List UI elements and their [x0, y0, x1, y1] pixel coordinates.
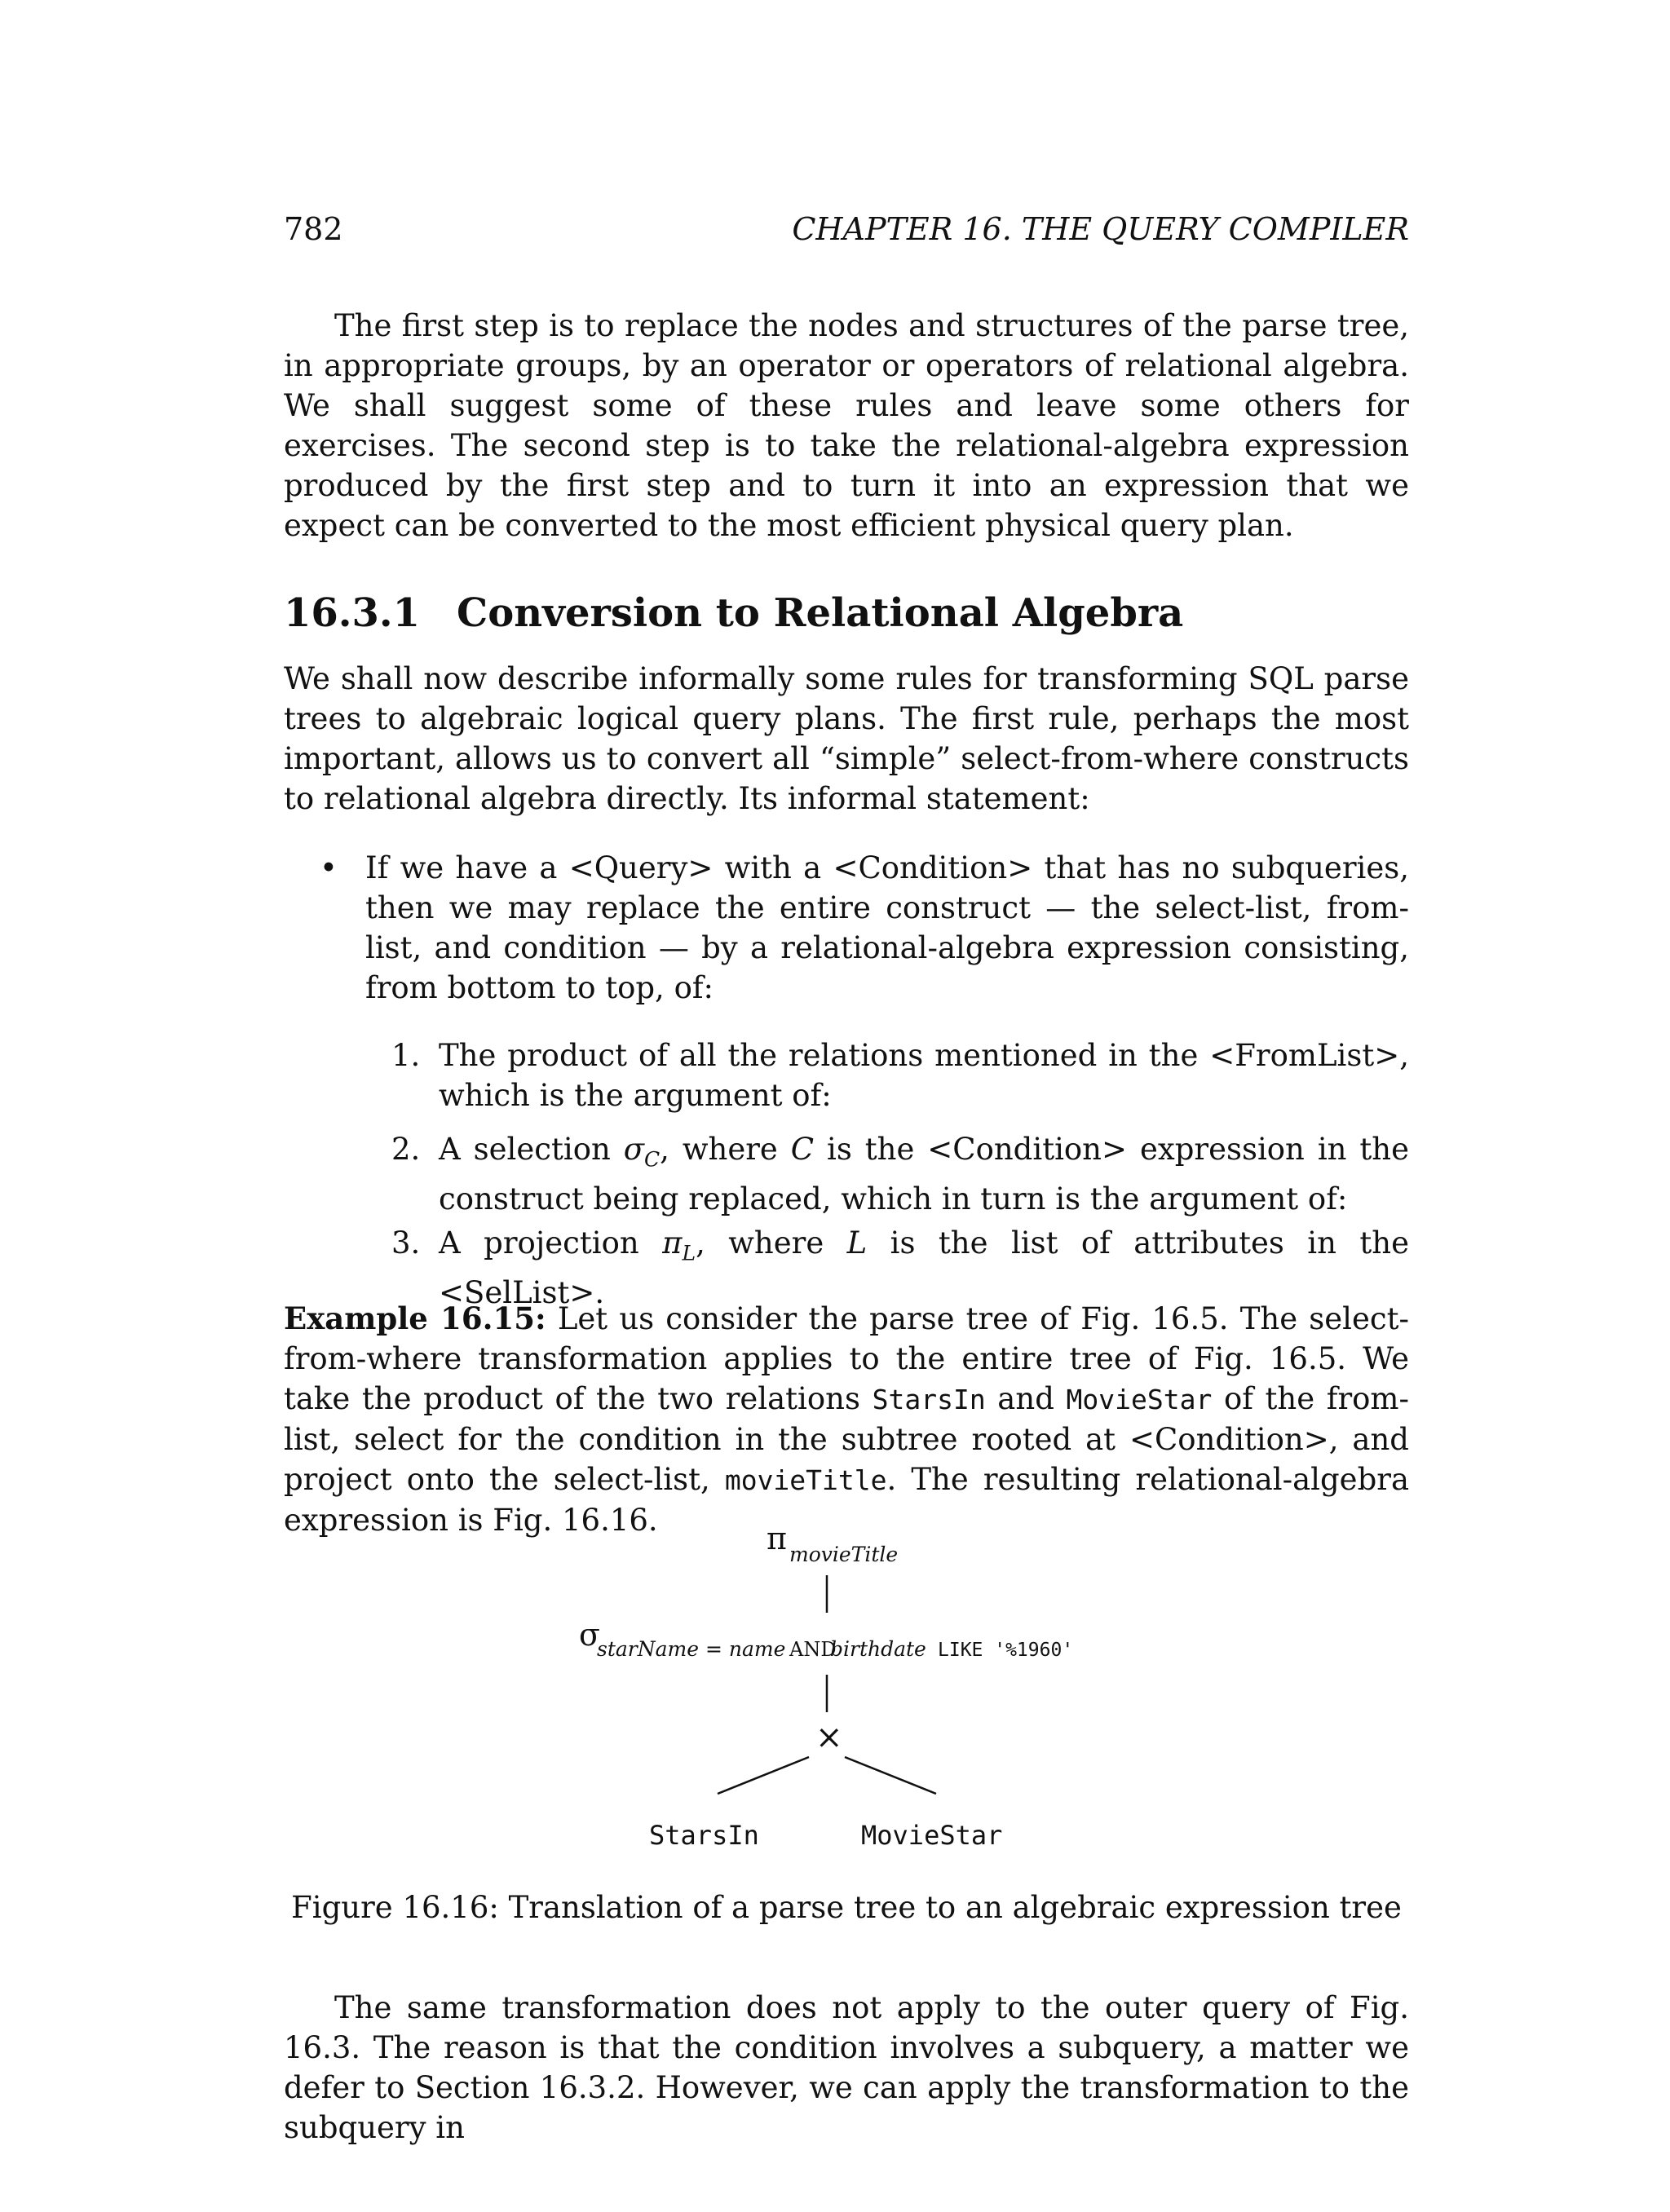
chapter-title: CHAPTER 16. THE QUERY COMPILER [792, 211, 1409, 247]
section-title: Conversion to Relational Algebra [457, 590, 1184, 636]
pi-node-symbol: π [767, 1521, 787, 1556]
sigma-condition-and: AND [789, 1638, 837, 1661]
example-paragraph: Example 16.15: Let us consider the parse tree of Fig. 16.5. The select-from-where transformation applies to the entire tree of Fig. 16.5. We take the product of the two relations StarsIn and MovieStar of the from-list, select for the condition in the subtree rooted at <Condition>, and project onto the select-list, movieTitle. The resulting relational-algebra expression is Fig. 16.16. [284, 1300, 1410, 1538]
attribute-movietitle: movieTitle [724, 1464, 887, 1496]
sigma-node-symbol: σ [579, 1617, 600, 1653]
figure-caption: Figure 16.16: Translation of a parse tree to an algebraic expression tree [291, 1890, 1402, 1925]
pi-symbol: π [662, 1225, 683, 1261]
section-paragraph: We shall now describe informally some rules for transforming SQL parse trees to algebraic logical query plans. The first rule, perhaps the most important, allows us to convert all “simple” select-from-where constructs to relational algebra directly. Its informal statement: [284, 661, 1409, 816]
enum-number: 3. [391, 1225, 421, 1261]
bullet-text: If we have a <Query> with a <Condition> that has no subqueries, then we may replace the entire construct — the select-list, from-list, and condition — by a relational-algebra expression consisting, from bottom to top, of: [365, 850, 1409, 1005]
section-number: 16.3.1 [284, 590, 421, 636]
intro-paragraph: The first step is to replace the nodes and structures of the parse tree, in appropriate groups, by an operator or operators of relational algebra. We shall suggest some of these rules and leave some others for exercises. The second step is to take the relational-algebra expression produced by the first step and to turn it into an expression that we expect can be converted to the most efficient physical query plan. [284, 308, 1409, 543]
pi-subscript: L [682, 1241, 696, 1265]
enum-number: 2. [391, 1132, 421, 1167]
enum-text: A projection $\pi_L$, where L is the list of attributes in the <SelList>. [439, 1225, 1409, 1311]
enum-text: A selection $\sigma_C$, where C is the <Condition> expression in the construct being replaced, which in turn is the argument of: [439, 1132, 1410, 1217]
sigma-symbol: σ [623, 1132, 644, 1167]
closing-paragraph: The same transformation does not apply to the outer query of Fig. 16.3. The reason is that the condition involves a subquery, a matter we defer to Section 16.3.2. However, we can apply the transformation to the subquery in [284, 1990, 1409, 2145]
enum-number: 1. [391, 1038, 421, 1073]
sigma-condition-like: LIKE '%1960' [938, 1640, 1074, 1661]
enum-text: The product of all the relations mentioned in the <FromList>, which is the argument of: [439, 1038, 1409, 1113]
page-number: 782 [284, 211, 343, 247]
pi-node-subscript: movieTitle [789, 1543, 899, 1566]
relation-moviestar: MovieStar [1066, 1384, 1213, 1415]
bullet-mark: • [320, 850, 338, 885]
leaf-starsin: StarsIn [649, 1820, 759, 1851]
product-node-symbol: × [815, 1719, 843, 1756]
sigma-subscript: C [644, 1147, 660, 1172]
leaf-moviestar: MovieStar [861, 1820, 1003, 1851]
edge-product-left [718, 1757, 809, 1794]
sigma-condition-part-b: birthdate [830, 1637, 926, 1661]
edge-product-right [845, 1757, 936, 1794]
example-title: Example 16.15: [284, 1300, 546, 1336]
relation-starsin: StarsIn [872, 1384, 986, 1415]
sigma-condition-part-a: starName = name [597, 1637, 786, 1661]
